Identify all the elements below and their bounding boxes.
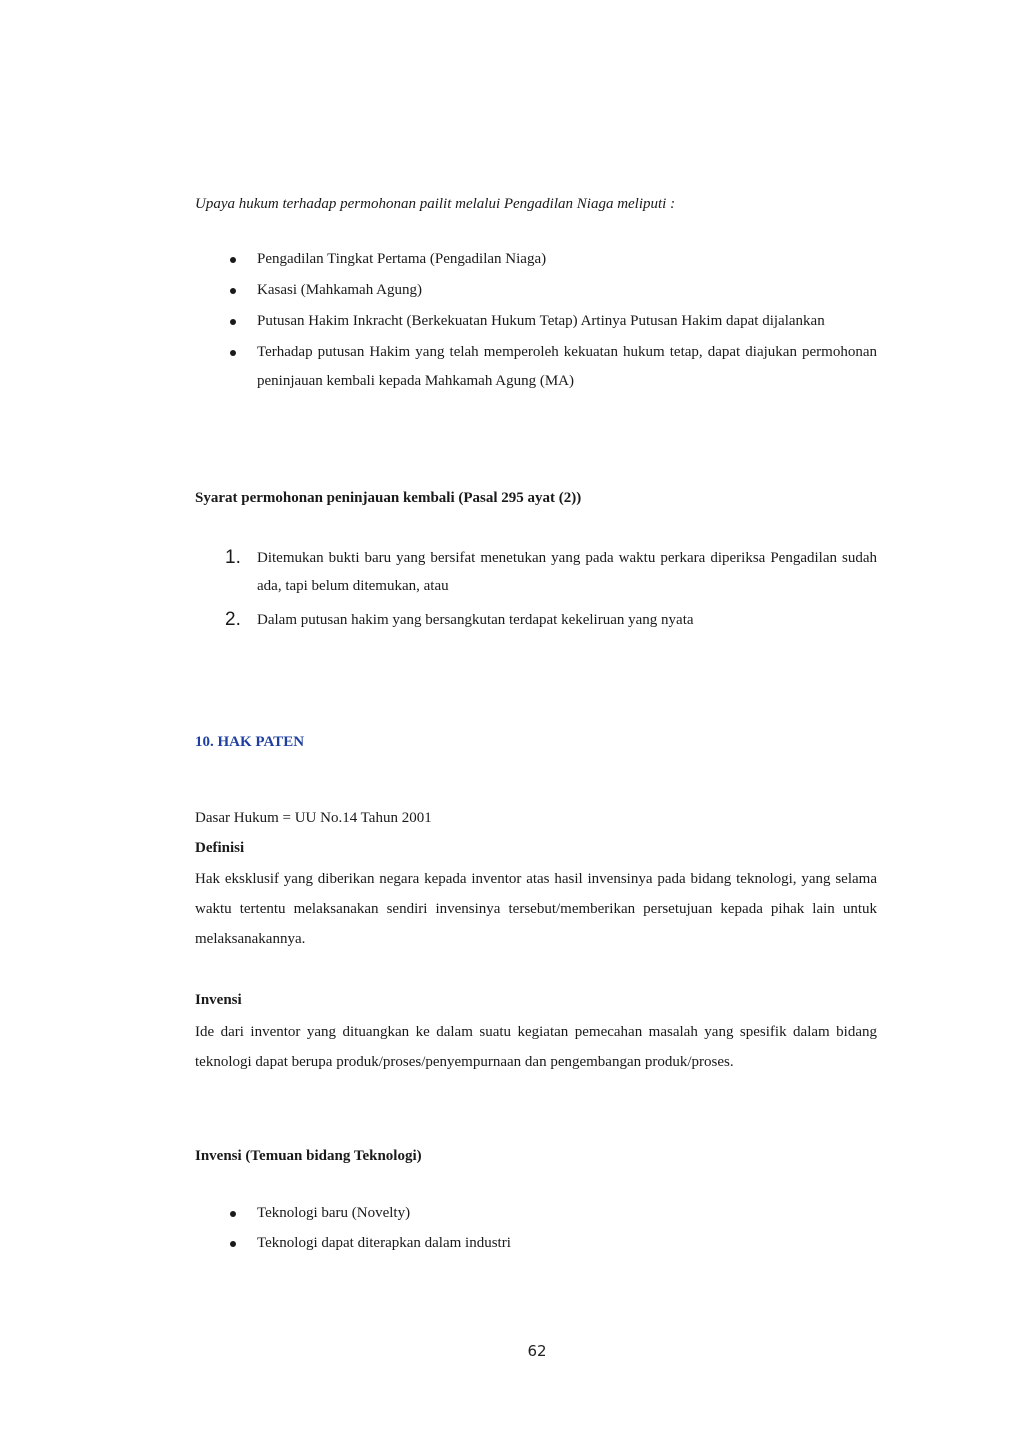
- definisi-heading: Definisi: [195, 840, 245, 856]
- list-item: Teknologi baru (Novelty): [195, 1199, 877, 1228]
- section-title: 10. HAK PATEN: [195, 734, 305, 750]
- list-item: Teknologi dapat diterapkan dalam industri: [195, 1229, 877, 1258]
- bullet-icon: [230, 288, 236, 294]
- invensi-criteria-list: [195, 1199, 877, 1259]
- invensi-temuan-heading: Invensi (Temuan bidang Teknologi): [195, 1148, 422, 1164]
- intro-text: Upaya hukum terhadap permohonan pailit melalui Pengadilan Niaga meliputi :: [195, 196, 676, 212]
- list-item: 2. Dalam putusan hakim yang bersangkutan terdapat kekeliruan yang nyata: [195, 606, 877, 634]
- bullet-icon: [230, 1241, 236, 1247]
- bullet-icon: [230, 257, 236, 263]
- bullet-icon: [230, 319, 236, 325]
- invensi-text: Ide dari inventor yang dituangkan ke dalam suatu kegiatan pemecahan masalah yang spesifik dalam bidang teknologi dapat berupa produk/proses/penyempurnaan dan pengembangan produk/proses.: [195, 1024, 877, 1070]
- list-item: Putusan Hakim Inkracht (Berkekuatan Hukum Tetap) Artinya Putusan Hakim dapat dijalankan: [195, 307, 877, 336]
- list-number: 2.: [225, 609, 241, 630]
- list-item: Terhadap putusan Hakim yang telah memperoleh kekuatan hukum tetap, dapat diajukan permohonan peninjauan kembali kepada Mahkamah Agung (MA): [195, 338, 877, 396]
- invensi-heading: Invensi: [195, 992, 242, 1008]
- upaya-hukum-list: [195, 245, 877, 398]
- syarat-heading: Syarat permohonan peninjauan kembali (Pasal 295 ayat (2)): [195, 490, 582, 506]
- page-number: 62: [527, 1342, 547, 1360]
- bullet-icon: [230, 1211, 236, 1217]
- list-number: 1.: [225, 547, 241, 568]
- dasar-hukum: Dasar Hukum = UU No.14 Tahun 2001: [195, 810, 432, 826]
- list-item: Pengadilan Tingkat Pertama (Pengadilan Niaga): [195, 245, 877, 274]
- syarat-list: [195, 544, 877, 640]
- definisi-text: Hak eksklusif yang diberikan negara kepada inventor atas hasil invensinya pada bidang teknologi, yang selama waktu tertentu melaksanakan sendiri invensinya tersebut/memberikan persetujuan kepada pihak lain untuk melaksanakannya.: [195, 871, 877, 947]
- list-item: 1. Ditemukan bukti baru yang bersifat menetukan yang pada waktu perkara diperiksa Pengadilan sudah ada, tapi belum ditemukan, atau: [195, 544, 877, 600]
- list-item: Kasasi (Mahkamah Agung): [195, 276, 877, 305]
- bullet-icon: [230, 350, 236, 356]
